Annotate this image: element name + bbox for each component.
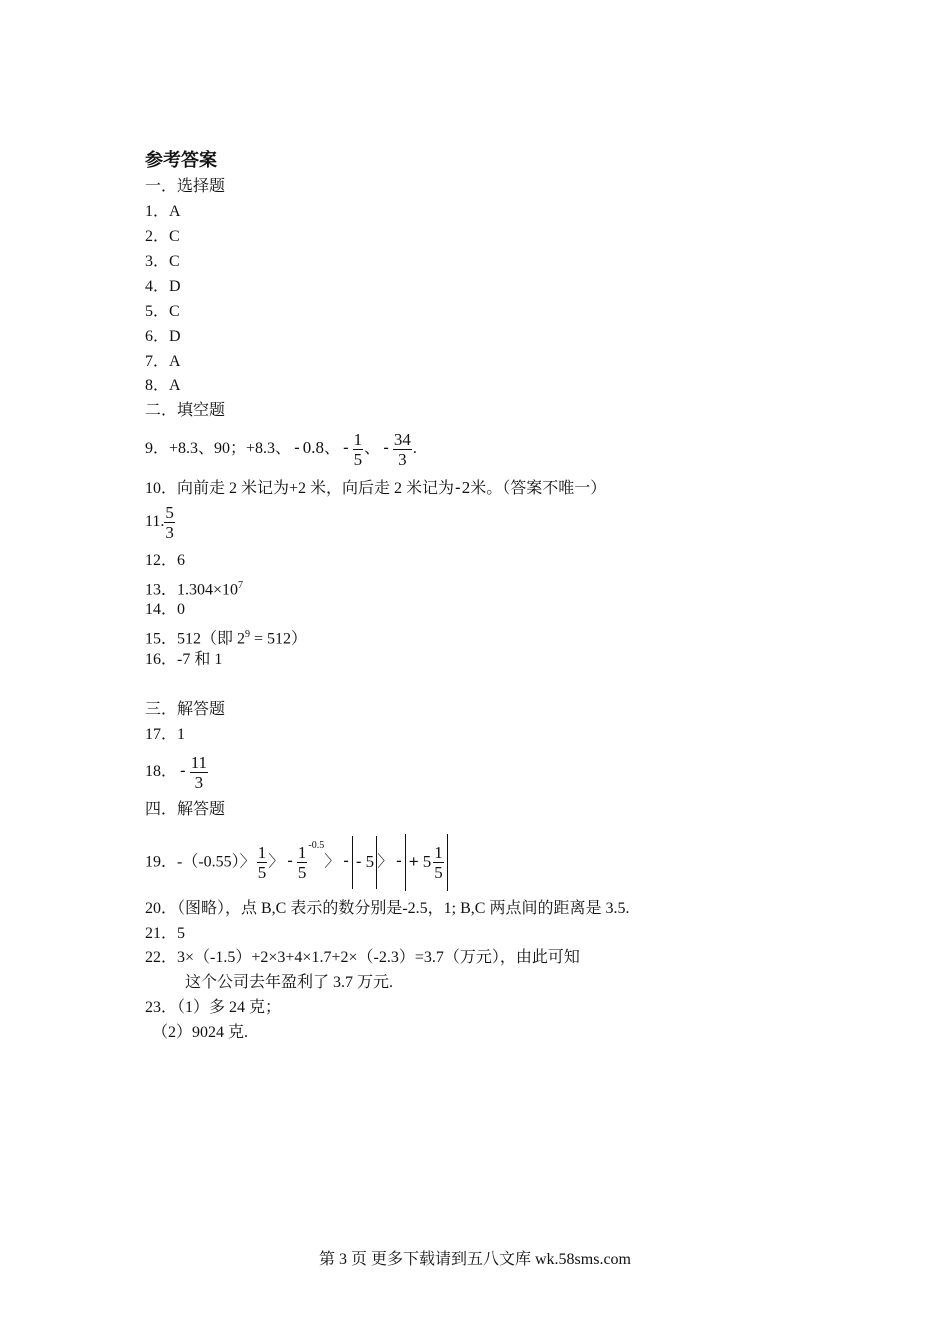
answer-9: 9．+8.3、90；+8.3、 - 0.8、 - $\frac{1}{5}$ 、 - $\frac{34}{3}$ . bbox=[145, 429, 417, 469]
answer-14: 14．0 bbox=[145, 601, 186, 618]
answer-21: 21．5 bbox=[145, 925, 186, 942]
answer-11-fraction: $\frac{5}{3}$ bbox=[165, 502, 174, 542]
answer-19-fraction-2: $\frac{1}{5}$ bbox=[297, 843, 307, 883]
answer-10: 10．向前走 2 米记为+2 米，向后走 2 米记为-2米。（答案不唯一） bbox=[145, 478, 607, 497]
answer-23-part-2: （2）9024 克. bbox=[152, 1024, 249, 1041]
answer-17: 17．1 bbox=[145, 726, 186, 743]
answer-4: 4．D bbox=[145, 278, 181, 295]
answer-9-value: 0.8 bbox=[302, 438, 324, 457]
answer-15: 15．512（即 $2^9 = 512$） bbox=[145, 629, 308, 648]
answer-2: 2．C bbox=[145, 228, 180, 245]
answer-11: 11. $\frac{5}{3}$ bbox=[145, 502, 174, 542]
answer-1: 1．A bbox=[145, 203, 181, 220]
answer-19-abs-1: - 5 bbox=[352, 836, 377, 889]
answer-22: 22．3×（-1.5）+2×3+4×1.7+2×（-2.3）=3.7（万元），由此可知 bbox=[145, 949, 580, 966]
answer-19-abs-2: + 5 $\frac{1}{5}$ bbox=[405, 834, 448, 891]
answer-19: 19．-（-0.55）〉 $\frac{1}{5}$ 〉 - $\frac{1}{5}$ $^{-0.5}$〉 - - 5 〉 - + 5 $\frac{1}{5}$ bbox=[145, 832, 448, 891]
answer-3: 3．C bbox=[145, 253, 180, 270]
answer-20: 20．（图略），点 B,C 表示的数分别是-2.5，1; B,C 两点间的距离是 3.5. bbox=[145, 900, 630, 917]
answer-13: 13．$1.304\times 10^7$ bbox=[145, 580, 244, 599]
answer-6: 6．D bbox=[145, 328, 181, 345]
answer-23: 23．（1）多 24 克； bbox=[145, 999, 282, 1016]
section-heading-choice: 一．选择题 bbox=[145, 178, 226, 195]
answer-18-fraction: $\frac{11}{3}$ bbox=[190, 752, 208, 792]
answer-9-prefix: 9．+8.3、90；+8.3、 bbox=[145, 440, 292, 457]
page-title: 参考答案 bbox=[145, 150, 217, 170]
answer-16: 16．-7 和 1 bbox=[145, 651, 223, 668]
section-heading-solve-4: 四．解答题 bbox=[145, 801, 226, 818]
answer-12: 12．6 bbox=[145, 552, 186, 569]
section-heading-fill: 二．填空题 bbox=[145, 402, 226, 419]
answer-19-fraction-1: $\frac{1}{5}$ bbox=[257, 843, 267, 883]
answer-22-continued: 这个公司去年盈利了 3.7 万元. bbox=[185, 974, 394, 991]
answer-7: 7．A bbox=[145, 353, 181, 370]
section-heading-solve-3: 三．解答题 bbox=[145, 701, 226, 718]
answer-9-fraction-2: $\frac{34}{3}$ bbox=[393, 429, 411, 469]
answer-9-fraction-1: $\frac{1}{5}$ bbox=[353, 429, 363, 469]
answer-5: 5．C bbox=[145, 303, 180, 320]
answer-18: 18． - $\frac{11}{3}$ bbox=[145, 752, 208, 792]
page-footer: 第 3 页 更多下载请到五八文库 wk.58sms.com bbox=[318, 1251, 631, 1268]
answer-8: 8．A bbox=[145, 377, 181, 394]
